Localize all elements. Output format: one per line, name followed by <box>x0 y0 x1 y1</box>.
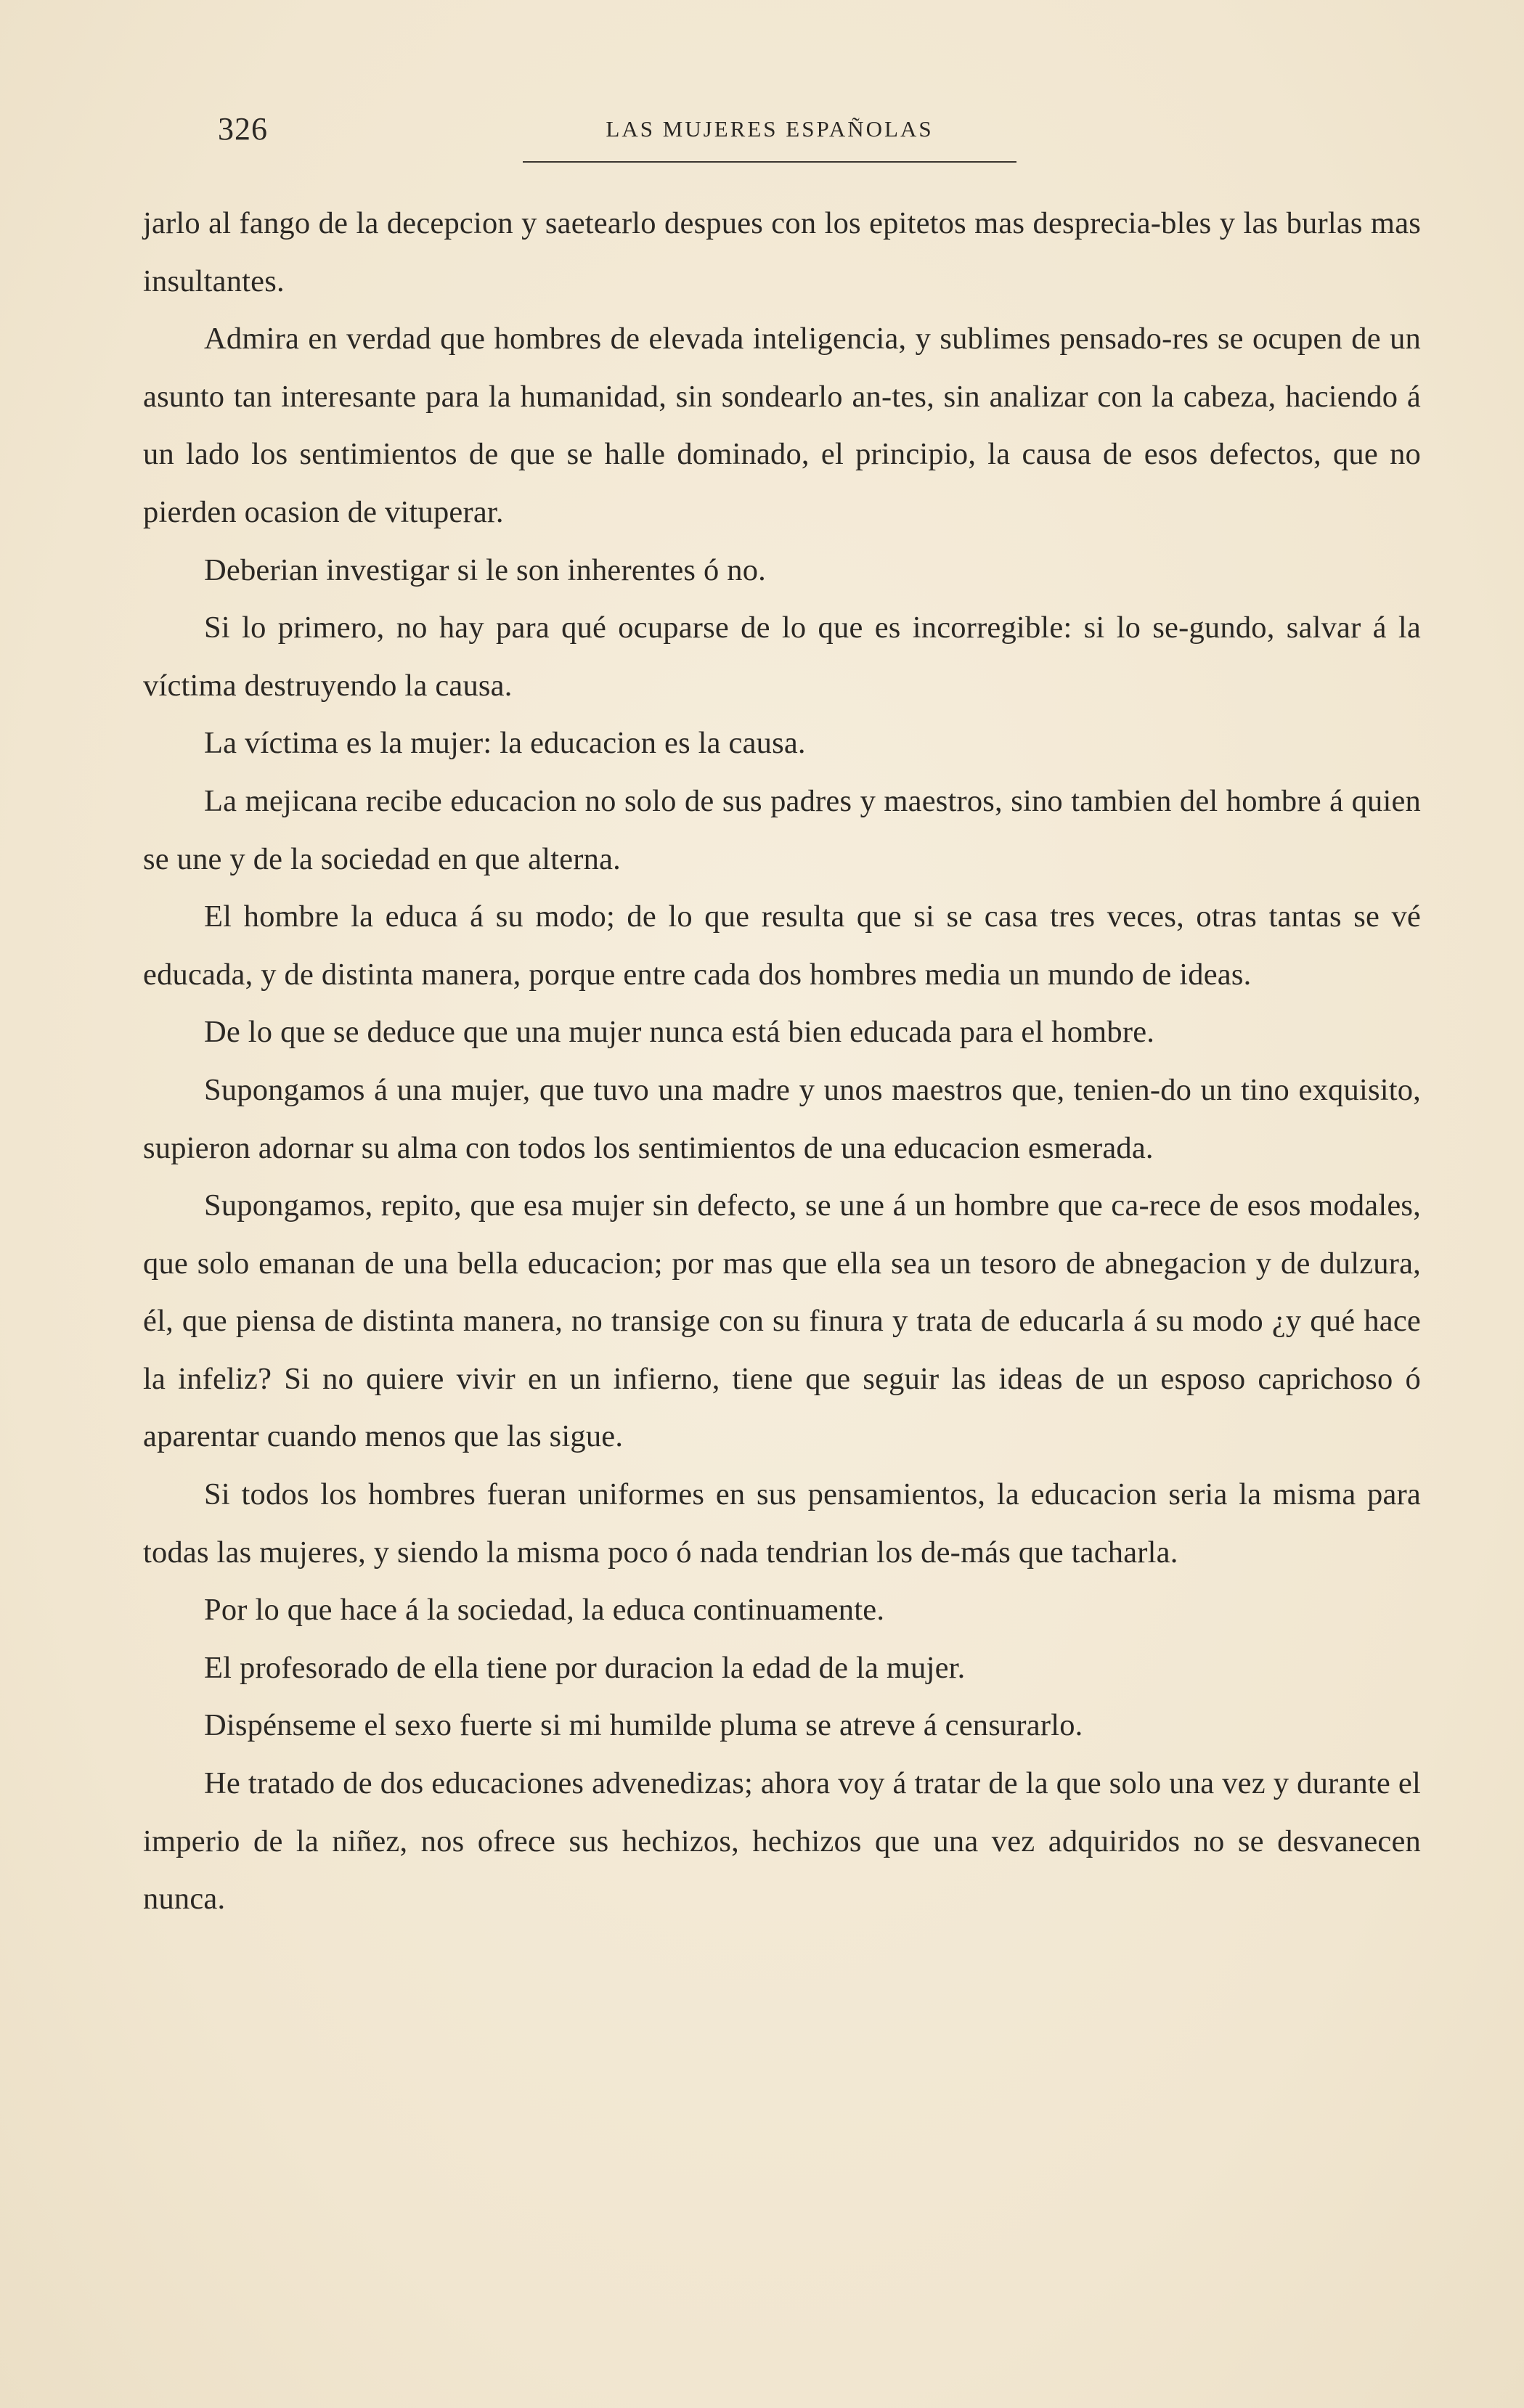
running-title: LAS MUJERES ESPAÑOLAS <box>606 116 934 142</box>
paragraph: He tratado de dos educaciones advenedizas; ahora voy á tratar de la que solo una vez y durante el imperio de la niñez, nos ofrece sus hechizos, hechizos que una vez adquiridos no se desvanecen nunca. <box>143 1766 1421 1917</box>
paragraph: Si lo primero, no hay para qué ocuparse de lo que es incorregible: si lo se-gundo, salvar á la víctima destruyendo la causa. <box>143 611 1421 703</box>
paragraph: El hombre la educa á su modo; de lo que resulta que si se casa tres veces, otras tantas se vé educada, y de distinta manera, porque entre cada dos hombres media un mundo de ideas. <box>143 899 1421 992</box>
paragraph: Deberian investigar si le son inherentes ó no. <box>204 552 766 587</box>
paragraph: La víctima es la mujer: la educacion es la causa. <box>204 726 806 761</box>
page-number: 326 <box>218 111 268 147</box>
paragraph: Supongamos, repito, que esa mujer sin defecto, se une á un hombre que ca-rece de esos modales, que solo emanan de una bella educacion; por mas que ella sea un tesoro de abnegacion y de dulzura, él, que piensa de distinta manera, no transige con su finura y trata de educarla á su modo ¿y qué hace la infeliz? Si no quiere vivir en un infierno, tiene que seguir las ideas de un esposo caprichoso ó aparentar cuando menos que las sigue. <box>143 1188 1421 1454</box>
paragraph: Si todos los hombres fueran uniformes en sus pensamientos, la educacion seria la misma para todas las mujeres, y siendo la misma poco ó nada tendrian los de-más que tacharla. <box>143 1477 1421 1570</box>
paragraph: De lo que se deduce que una mujer nunca está bien educada para el hombre. <box>204 1015 1155 1050</box>
header-rule <box>523 161 1016 163</box>
paragraph: Dispénseme el sexo fuerte si mi humilde pluma se atreve á censurarlo. <box>204 1708 1083 1743</box>
paragraph: Supongamos á una mujer, que tuvo una madre y unos maestros que, tenien-do un tino exquisito, supieron adornar su alma con todos los sentimientos de una educacion esmerada. <box>143 1072 1421 1165</box>
paragraph: Por lo que hace á la sociedad, la educa continuamente. <box>204 1593 885 1628</box>
paragraph: El profesorado de ella tiene por duracion la edad de la mujer. <box>204 1650 966 1685</box>
paragraph: jarlo al fango de la decepcion y saetearlo despues con los epitetos mas desprecia-bles y las burlas mas insultantes. <box>143 206 1421 298</box>
paragraph: Admira en verdad que hombres de elevada inteligencia, y sublimes pensado-res se ocupen de un asunto tan interesante para la humanidad, sin sondearlo an-tes, sin analizar con la cabeza, haciendo á un lado los sentimientos de que se halle dominado, el principio, la causa de esos defectos, que no pierden ocasion de vituperar. <box>143 322 1421 529</box>
paragraph: La mejicana recibe educacion no solo de sus padres y maestros, sino tambien del hombre á quien se une y de la sociedad en que alterna. <box>143 783 1421 876</box>
body-text <box>143 195 1421 1928</box>
